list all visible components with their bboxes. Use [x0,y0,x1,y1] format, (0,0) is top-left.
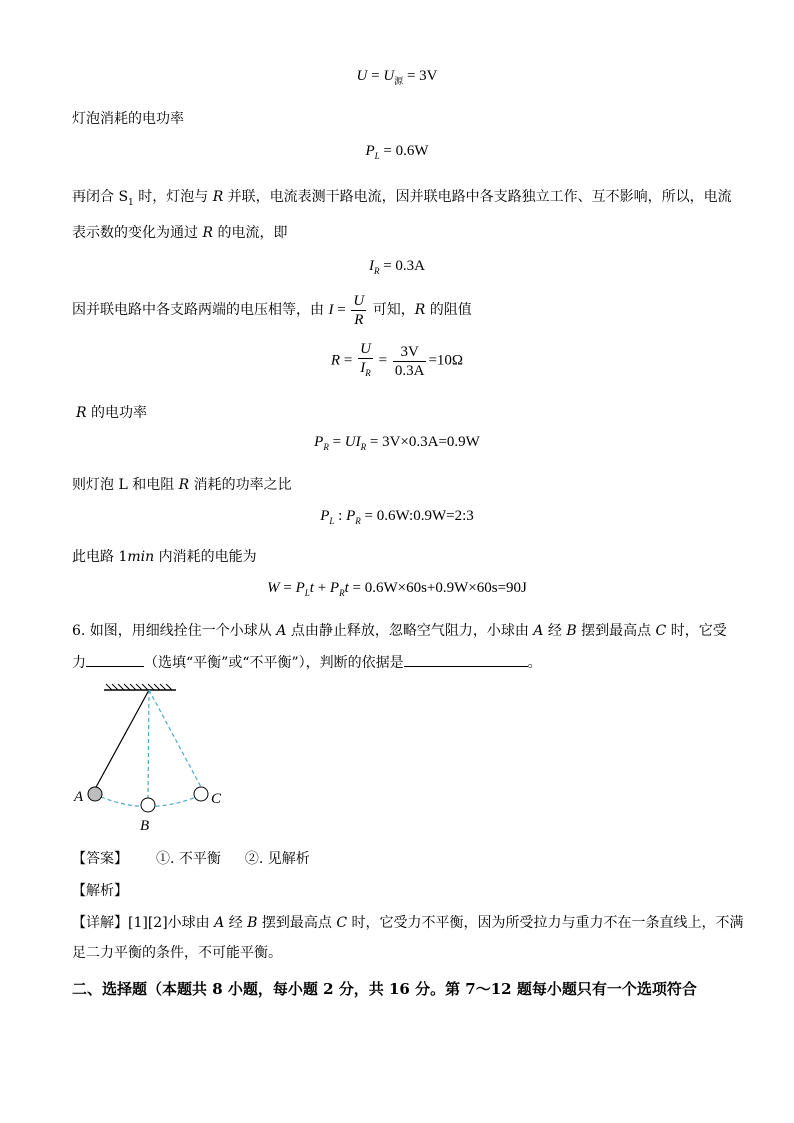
question-6-line1 [72,620,727,640]
equation-r-power: $P_R = UI_R = 3V\times 0.3A=0.9W$ [314,434,480,452]
text-fragment: 经 [224,915,248,931]
text-fragment: 时，它受 [666,623,727,639]
text-fragment: 的阻值 [425,301,472,318]
text-fragment: 。 [527,655,542,671]
equation-energy: $W = P_Lt + P_Rt = 0.6W\times 60s+0.9W\times 60s=90J$ [267,580,527,598]
text-fragment: R [76,405,87,421]
equation-current: $I_R = 0.3A$ [368,258,426,276]
equation-lamp-power: $P_L = 0.6W$ [365,143,429,161]
ball-b [141,798,155,812]
text-fragment: 点由静止释放，忽略空气阻力，小球由 [286,623,534,639]
text-fragment: 力 [72,655,86,671]
question-6-line2 [72,652,542,672]
text-fragment: 摆到最高点 [576,623,656,639]
text-fragment: 此电路 1 [72,549,128,565]
string-dashed-c [149,690,201,787]
text-fragment: 经 [543,623,567,639]
text-fragment: [1][2]小球由 [128,915,215,931]
label-a: A [74,789,84,805]
answer-blank-2[interactable] [404,654,528,667]
section-title: 二、选择题（本题共 8 小题，每小题 2 分，共 16 分。第 7～12 题每小题只有一个选项符合 [72,980,697,998]
text-power-ratio-label [72,474,292,494]
text-fragment: 因并联电路中各支路两端的电压相等，由 [72,301,329,318]
text-fragment: R [414,301,426,318]
text-fragment: 的电流，即 [213,225,288,241]
equation-resistance: R = $\frac{U}{I_R}$ = $\frac{3V}{0.3A}$ =10Ω [330,341,464,379]
text-fragment: 表示数的变化为通过 [72,225,203,241]
text-fragment: 摆到最高点 [257,915,337,931]
text-fragment: A [533,623,544,639]
answer-2: ②. 见解析 [244,851,310,867]
text-fragment: R [212,189,224,205]
label-c: C [211,791,222,807]
text-fragment: C [336,915,348,931]
text-fragment: 消耗的功率之比 [189,477,292,493]
text-fragment: 可知， [368,301,415,318]
pendulum-figure [68,680,238,840]
text-energy-label [72,546,257,566]
text-fragment: R [202,225,213,241]
text-fragment: 的电功率 [86,405,147,421]
label-b: B [140,818,150,834]
text-fragment: 1 [128,197,134,208]
text-fragment: 6. 如图，用细线拴住一个小球从 [72,623,277,639]
analysis-tag: 【解析】 [72,883,128,899]
answer-blank-1[interactable] [86,654,144,667]
text-fragment: B [566,623,577,639]
analysis-detail-line1 [72,912,744,932]
ceiling-support [104,684,176,690]
text-fragment: 内消耗的电能为 [154,549,257,565]
text-ohm-law: 因并联电路中各支路两端的电压相等，由 I = $\frac{U}{R}$ 可知，R 的阻值 [72,293,472,328]
text-close-switch [72,186,732,208]
ball-a [88,787,102,801]
text-fragment: R [178,477,190,493]
text-fragment: （选填“平衡”或“不平衡”），判断的依据是 [144,655,404,671]
text-r-power-label [76,402,147,422]
detail-tag: 【详解】 [72,915,128,931]
string-solid [95,690,149,789]
text-fragment: 时，灯泡与 [133,189,213,205]
answer-tag: 【答案】 [72,851,128,867]
text-fragment: 并联，电流表测干路电流，因并联电路中各支路独立工作、互不影响，所以，电流 [223,189,732,205]
text-fragment: A [276,623,287,639]
answer-1: ①. 不平衡 [156,851,221,867]
text-fragment: A [214,915,225,931]
text-fragment: C [655,623,667,639]
equation-power-ratio: $P_L$ : $P_R$ = 0.6W:0.9W=2:3 [320,508,474,526]
answer-line [72,848,310,868]
analysis-detail-line2: 足二力平衡的条件，不可能平衡。 [72,945,282,961]
text-fragment: 再闭合 S [72,189,129,205]
text-current-change [72,222,287,242]
ball-c [194,787,208,801]
text-fragment: B [247,915,258,931]
text-fragment: 时，它受力不平衡，因为所受拉力与重力不在一条直线上，不满 [347,915,744,931]
equation-voltage: $U = U_源 = 3V$ [356,68,438,86]
string-dashed-b [148,690,149,798]
text-fragment: 则灯泡 L 和电阻 [72,477,179,493]
text-fragment: min [127,549,155,565]
text-lamp-power-label: 灯泡消耗的电功率 [72,111,184,127]
